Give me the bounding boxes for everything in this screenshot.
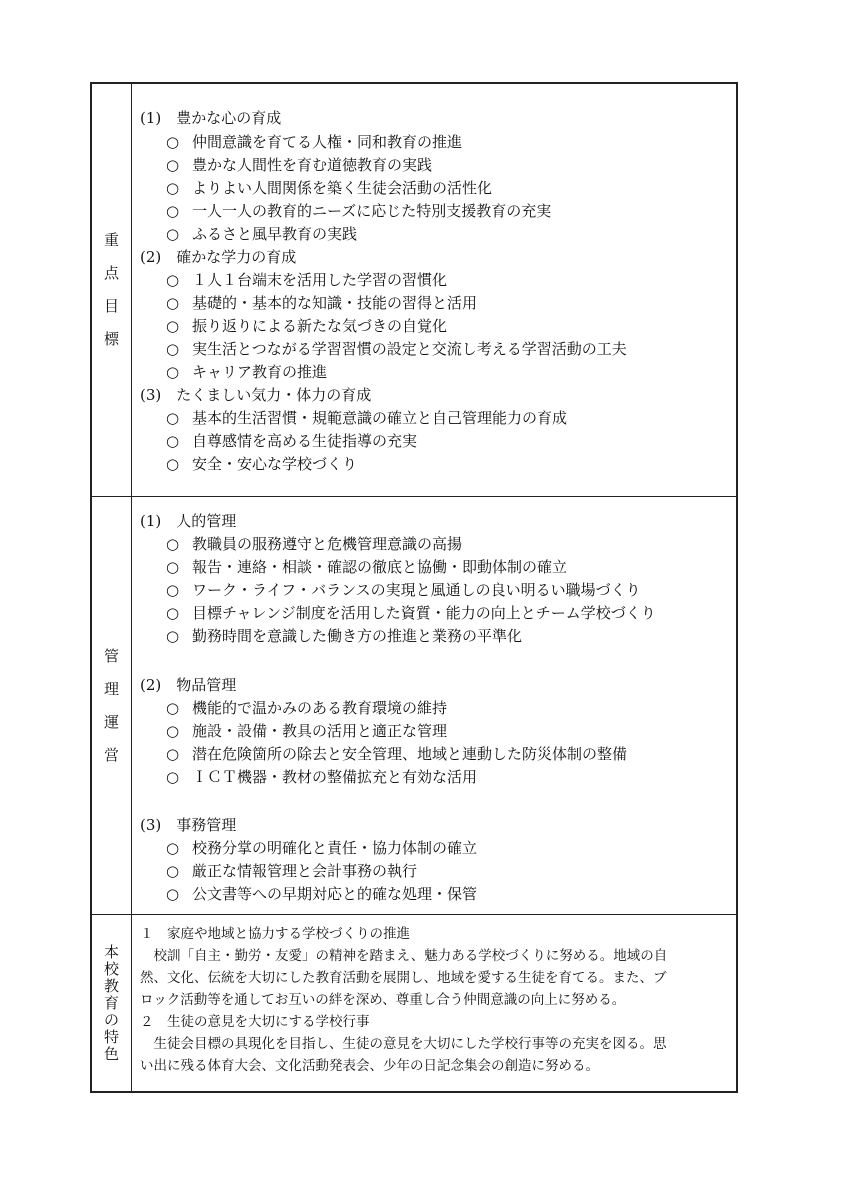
list-item: ○ 公文書等への早期対応と的確な処理・保管 (166, 885, 478, 903)
list-item: ○ 仲間意識を育てる人権・同和教育の推進 (166, 133, 463, 151)
section-label-cell (92, 84, 132, 496)
list-item: ○ 豊かな人間性を育む道徳教育の実践 (166, 156, 433, 174)
list-item: ○ 基礎的・基本的な知識・技能の習得と活用 (166, 294, 478, 312)
circle-bullet-icon: ○ (166, 535, 180, 553)
list-item: ○ 教職員の服務遵守と危機管理意識の高揚 (166, 535, 463, 553)
label-char: 管 (103, 646, 119, 665)
label-char: 運 (103, 712, 119, 731)
list-item: ○ 実生活とつながる学習習慣の設定と交流し考える学習活動の工夫 (166, 340, 627, 358)
circle-bullet-icon: ○ (166, 202, 180, 220)
list-item: ○ 報告・連絡・相談・確認の徹底と協働・即動体制の確立 (166, 558, 568, 576)
feature-text-line: 然、文化、伝統を大切にした教育活動を展開し、地域を愛する生徒を育てる。また、ブ (140, 970, 667, 986)
circle-bullet-icon: ○ (166, 699, 180, 717)
feature-text-line: 生徒会目標の具現化を目指し、生徒の意見を大切にした学校行事等の充実を図る。思 (140, 1036, 667, 1052)
list-item: ○ 安全・安心な学校づくり (166, 455, 358, 473)
group-heading: (3) たくましい気力・体力の育成 (140, 386, 372, 404)
section-label (104, 944, 119, 1063)
group-heading: (2) 物品管理 (140, 676, 237, 694)
feature-heading: ２ 生徒の意見を大切にする学校行事 (140, 1014, 370, 1030)
circle-bullet-icon: ○ (166, 156, 180, 174)
circle-bullet-icon: ○ (166, 271, 180, 289)
list-item: ○ 一人一人の教育的ニーズに応じた特別支援教育の充実 (166, 202, 552, 220)
circle-bullet-icon: ○ (166, 581, 180, 599)
circle-bullet-icon: ○ (166, 363, 180, 381)
feature-text-line: い出に残る体育大会、文化活動発表会、少年の日記念集会の創造に努める。 (140, 1058, 599, 1074)
list-item: ○ 校務分掌の明確化と責任・協力体制の確立 (166, 839, 478, 857)
list-item: ○ よりよい人間関係を築く生徒会活動の活性化 (166, 179, 493, 197)
list-item: ○ キャリア教育の推進 (166, 363, 328, 381)
list-item: ○ １人１台端末を活用した学習の習慣化 (166, 271, 448, 289)
list-item: ○ ＩＣＴ機器・教材の整備拡充と有効な活用 (166, 768, 478, 786)
circle-bullet-icon: ○ (166, 604, 180, 622)
circle-bullet-icon: ○ (166, 862, 180, 880)
circle-bullet-icon: ○ (166, 745, 180, 763)
circle-bullet-icon: ○ (166, 317, 180, 335)
label-char: 営 (103, 745, 119, 764)
list-item: ○ ふるさと風早教育の実践 (166, 225, 358, 243)
list-item: ○ 潜在危険箇所の除去と安全管理、地域と連動した防災体制の整備 (166, 745, 628, 763)
feature-heading: １ 家庭や地域と協力する学校づくりの推進 (140, 926, 410, 942)
list-item: ○ 厳正な情報管理と会計事務の執行 (166, 862, 418, 880)
policy-table (90, 82, 738, 1093)
circle-bullet-icon: ○ (166, 839, 180, 857)
label-char: 校 (103, 959, 119, 978)
circle-bullet-icon: ○ (166, 768, 180, 786)
label-char: 理 (103, 679, 119, 698)
label-char: 重 (103, 231, 119, 249)
circle-bullet-icon: ○ (166, 558, 180, 576)
group-heading: (3) 事務管理 (140, 816, 237, 834)
list-item: ○ 基本的生活習慣・規範意識の確立と自己管理能力の育成 (166, 409, 568, 427)
list-item: ○ 目標チャレンジ制度を活用した資質・能力の向上とチーム学校づくり (166, 604, 656, 622)
label-char: 教 (103, 976, 119, 995)
circle-bullet-icon: ○ (166, 722, 180, 740)
circle-bullet-icon: ○ (166, 885, 180, 903)
section-label (104, 640, 119, 772)
group-heading: (2) 確かな学力の育成 (140, 248, 297, 266)
section-school-features (92, 915, 736, 1091)
list-item: ○ 自尊感情を高める生徒指導の充実 (166, 432, 418, 450)
label-char: 特 (103, 1027, 119, 1046)
label-char: 色 (103, 1044, 119, 1063)
circle-bullet-icon: ○ (166, 133, 180, 151)
section-label (104, 224, 119, 356)
group-heading: (1) 人的管理 (140, 512, 237, 530)
label-char: 本 (103, 942, 119, 961)
list-item: ○ 勤務時間を意識した働き方の推進と業務の平準化 (166, 627, 523, 645)
circle-bullet-icon: ○ (166, 225, 180, 243)
label-char: 育 (103, 993, 119, 1012)
section-content (132, 497, 736, 914)
list-item: ○ 振り返りによる新たな気づきの自覚化 (166, 317, 448, 335)
section-management (92, 497, 736, 915)
circle-bullet-icon: ○ (166, 294, 180, 312)
circle-bullet-icon: ○ (166, 627, 180, 645)
circle-bullet-icon: ○ (166, 432, 180, 450)
list-item: ○ ワーク・ライフ・バランスの実現と風通しの良い明るい職場づくり (166, 581, 641, 599)
list-item: ○ 機能的で温かみのある教育環境の維持 (166, 699, 448, 717)
label-char: の (103, 1010, 119, 1029)
section-priority-goals (92, 84, 736, 497)
section-content (132, 84, 736, 496)
label-char: 点 (103, 264, 119, 282)
circle-bullet-icon: ○ (166, 455, 180, 473)
list-item: ○ 施設・設備・教具の活用と適正な管理 (166, 722, 448, 740)
label-char: 目 (103, 297, 119, 315)
label-char: 標 (103, 330, 119, 348)
circle-bullet-icon: ○ (166, 409, 180, 427)
feature-text-line: ロック活動等を通してお互いの絆を深め、尊重し合う仲間意識の向上に努める。 (140, 992, 626, 1008)
section-content (132, 915, 736, 1091)
group-heading: (1) 豊かな心の育成 (140, 109, 282, 127)
section-label-cell (92, 497, 132, 914)
circle-bullet-icon: ○ (166, 340, 180, 358)
feature-text-line: 校訓「自主・勤労・友愛」の精神を踏まえ、魅力ある学校づくりに努める。地域の自 (140, 948, 668, 964)
circle-bullet-icon: ○ (166, 179, 180, 197)
section-label-cell (92, 915, 132, 1091)
